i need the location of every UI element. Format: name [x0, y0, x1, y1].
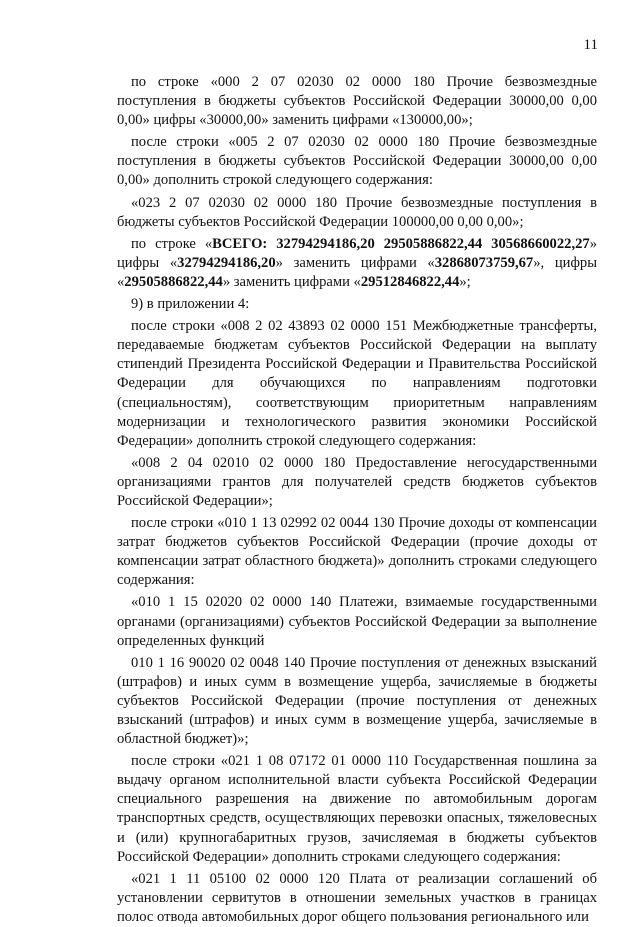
- text-run: 9) в приложении 4:: [131, 296, 250, 313]
- paragraph: [117, 295, 597, 314]
- text-run: » заменить цифрами «: [275, 254, 435, 271]
- bold-text: 29512846822,44: [360, 273, 460, 290]
- text-run: после строки «021 1 08 07172 01 0000 110 Государственная пошлина за выдачу органом исполнительной власти субъекта Российской Федерации специального разрешения на движение по автомобильным дорогам транспортных средств, осуществляющих перевозки опасных, тяжеловесных и (или) крупногабаритных грузов, зачисляемая в бюджеты субъектов Российской Федерации» дополнить строками следующего содержания:: [117, 753, 597, 865]
- text-run: «023 2 07 02030 02 0000 180 Прочие безвозмездные поступления в бюджеты субъектов Российской Федерации 100000,00 0,00 0,00»;: [117, 194, 597, 230]
- bold-text: 29505886822,44: [124, 273, 223, 290]
- text-run: »;: [459, 273, 471, 290]
- text-run: » цифры «: [117, 235, 597, 271]
- paragraph: [117, 654, 597, 749]
- page-number: 11: [583, 37, 598, 53]
- text-run: «010 1 15 02020 02 0000 140 Платежи, взимаемые государственными органами (организациями) субъектов Российской Федерации за выполнение определенных функций: [117, 594, 597, 649]
- text-run: 010 1 16 90020 02 0048 140 Прочие поступления от денежных взысканий (штрафов) и иных сумм в возмещение ущерба, зачисляемые в бюджеты субъектов Российской Федерации (прочие поступления от денежных взысканий (штрафов) и иных сумм в возмещение ущерба, зачисляемые в областной бюджет)»;: [117, 654, 597, 748]
- text-run: «021 1 11 05100 02 0000 120 Плата от реализации соглашений об установлении сервитутов в отношении земельных участков в границах полос отвода автомобильных дорог общего пользования регионального или: [117, 870, 597, 925]
- text-run: после строки «005 2 07 02030 02 0000 180 Прочие безвозмездные поступления в бюджеты субъектов Российской Федерации 30000,00 0,00 0,00» дополнить строкой следующего содержания:: [117, 134, 597, 189]
- paragraph: [117, 593, 597, 650]
- text-run: », цифры «: [117, 254, 598, 290]
- paragraph: [117, 317, 597, 451]
- text-run: после строки «010 1 13 02992 02 0044 130 Прочие доходы от компенсации затрат бюджетов субъектов Российской Федерации (прочие доходы от компенсации затрат областного бюджета)» дополнить строками следующего содержания:: [117, 515, 597, 589]
- bold-text: 32794294186,20: [177, 254, 276, 271]
- paragraph: [117, 133, 597, 190]
- bold-text: 32868073759,67: [434, 254, 534, 271]
- paragraph: [117, 514, 597, 590]
- text-run: после строки «008 2 02 43893 02 0000 151 Межбюджетные трансферты, передаваемые бюджетам субъектов Российской Федерации на выплату стипендий Президента Российской Федерации и Правительства Российской Федерации для обучающихся по направлениям подготовки (специальностям), соответствующим приоритетным направлениям модернизации и технологического развития экономики Российской Федерации» дополнить строкой следующего содержания:: [117, 318, 597, 449]
- paragraph: [117, 454, 597, 511]
- text-run: по строке «: [131, 235, 213, 252]
- document-body: [117, 73, 597, 927]
- text-run: по строке «000 2 07 02030 02 0000 180 Прочие безвозмездные поступления в бюджеты субъектов Российской Федерации 30000,00 0,00 0,00» цифры «30000,00» заменить цифрами «130000,00»;: [117, 74, 597, 129]
- paragraph: [117, 235, 597, 292]
- bold-text: ВСЕГО: 32794294186,20 29505886822,44 30568660022,27: [212, 235, 590, 252]
- paragraph: [117, 870, 597, 927]
- text-run: » заменить цифрами «: [222, 273, 361, 290]
- paragraph: [117, 752, 597, 867]
- paragraph: [117, 194, 597, 232]
- paragraph: [117, 73, 597, 130]
- text-run: «008 2 04 02010 02 0000 180 Предоставление негосударственными организациями грантов для получателей средств бюджетов субъектов Российской Федерации»;: [117, 454, 597, 509]
